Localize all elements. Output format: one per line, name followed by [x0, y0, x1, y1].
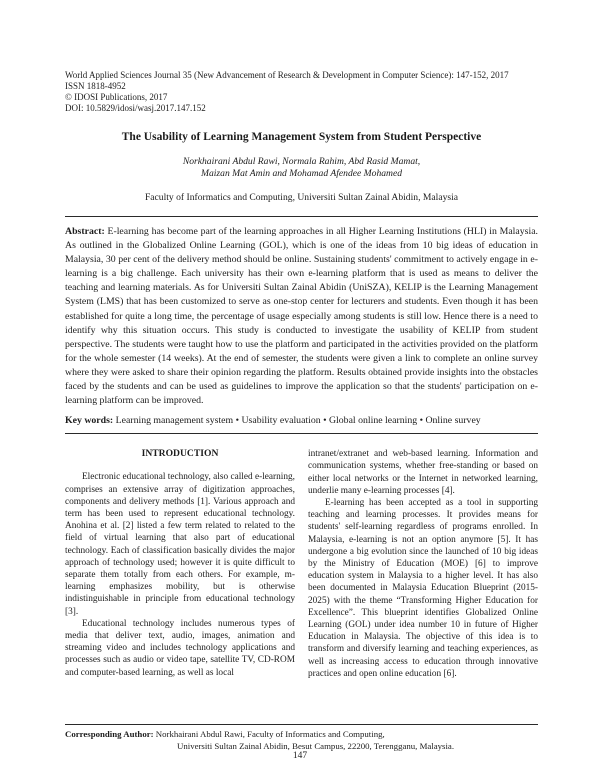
journal-header	[65, 70, 538, 114]
authors-line-1: Norkhairani Abdul Rawi, Normala Rahim, Abd Rasid Mamat,	[182, 156, 421, 167]
publisher-line: © IDOSI Publications, 2017	[65, 92, 168, 102]
section-heading-introduction: INTRODUCTION	[141, 448, 219, 460]
abstract-paragraph	[65, 225, 538, 408]
paper-title: The Usability of Learning Management System from Student Perspective	[121, 131, 482, 143]
two-column-body	[65, 448, 538, 680]
abstract-top-rule	[65, 216, 538, 217]
intro-paragraph-2: Educational technology includes numerous types of media that deliver text, audio, images, animation and streaming video and includes technology applications and processes such as audio or video tape, satellite TV, CD-ROM and computer-based learning, as well as local	[65, 618, 295, 678]
corresponding-author-line-1: Norkhairani Abdul Rawi, Faculty of Informatics and Computing,	[155, 729, 385, 739]
abstract-text: E-learning has become part of the learning approaches in all Higher Learning Institutions (HLI) in Malaysia. As outlined in the Globalized Online Learning (GOL), which is one of the ideas from 10 big ideas of education in Malaysia, 30 per cent of the delivery method should be online. Sustaining students' commitment to actively engage in e-learning is a big challenge. Each university has their own e-learning platform that is used as means to deliver the teaching and learning materials. As for Universiti Sultan Zainal Abidin (UniSZA), KELIP is the Learning Management System (LMS) that has been customized to serve as one-stop center for lecturers and students. Even though it has been established for quite a long time, the percentage of usage especially among students is still low. Hence there is a need to identify why this situation occurs. This study is conducted to investigate the usability of KELIP from student perspective. The students were taught how to use the platform and participated in the activities provided on the platform for the whole semester (14 weeks). At the end of semester, the students were given a link to complete an online survey where they were asked to share their opinion regarding the platform. Results obtained provide insights into the obstacles faced by the students and can be used as guidelines to improve the application so that the students' participation on e-learning platform can be improved.	[65, 226, 538, 407]
abstract-label: Abstract:	[65, 226, 105, 237]
keywords-bottom-rule	[65, 433, 538, 434]
left-column	[65, 448, 295, 680]
intro-paragraph-4: E-learning has been accepted as a tool in supporting teaching and learning processes. It provides means for students' self-learning regardless of programs enrolled. In Malaysia, e-learning is not an option anymore [5]. It has undergone a big evolution since the launched of 10 big ideas by the Ministry of Education (MOE) [6] to improve education system in Malaysia to a higher level. It has also been documented in Malaysia Education Blueprint (2015-2025) with the theme “Transforming Higher Education for Excellence”. This blueprint identifies Globalized Online Learning (GOL) under idea number 10 in future of Higher Education in Malaysia. The objective of this idea is to transform and diversify learning and teaching experiences, as well as increasing access to education through innovative practices and open online education [6].	[308, 498, 538, 679]
corresponding-author	[65, 729, 538, 752]
footer-block	[65, 724, 538, 752]
page-number: 147	[292, 751, 308, 761]
intro-paragraph-1: Electronic educational technology, also called e-learning, comprises an extensive array of digitization approaches, components and delivery methods [1]. Various approach and term has been used to represent educational technology. Anohina et al. [2] listed a few term related to related to the field of virtual learning that also part of educational technology. Each of classification basically divides the major approach of technology used; however it is quite difficult to separate them totally from each others. For example, m-learning emphasizes mobility, but is otherwise indistinguishable in principle from educational technology [3].	[65, 472, 295, 617]
corresponding-author-label: Corresponding Author:	[65, 729, 154, 739]
intro-paragraph-3: intranet/extranet and web-based learning. Information and communication systems, whether free-standing or based on either local networks or the Internet in networked learning, underlie many e-learning processes [4].	[308, 449, 538, 496]
keywords-line	[65, 414, 538, 428]
affiliation-line: Faculty of Informatics and Computing, Universiti Sultan Zainal Abidin, Malaysia	[144, 192, 459, 203]
journal-citation-line: World Applied Sciences Journal 35 (New Advancement of Research & Development in Computer Science): 147-152, 2017	[65, 70, 509, 80]
doi-line: DOI: 10.5829/idosi/wasj.2017.147.152	[65, 103, 206, 113]
authors-block	[65, 156, 538, 180]
footer-rule	[65, 724, 538, 725]
keywords-label: Key words:	[65, 415, 114, 427]
issn-line: ISSN 1818-4952	[65, 81, 126, 91]
corresponding-author-line-2: Universiti Sultan Zainal Abidin, Besut Campus, 22200, Terengganu, Malaysia.	[177, 740, 455, 751]
right-column	[308, 448, 538, 680]
keywords-text: Learning management system • Usability evaluation • Global online learning • Online survey	[115, 415, 481, 427]
authors-line-2: Maizan Mat Amin and Mohamad Afendee Mohamed	[200, 168, 403, 179]
